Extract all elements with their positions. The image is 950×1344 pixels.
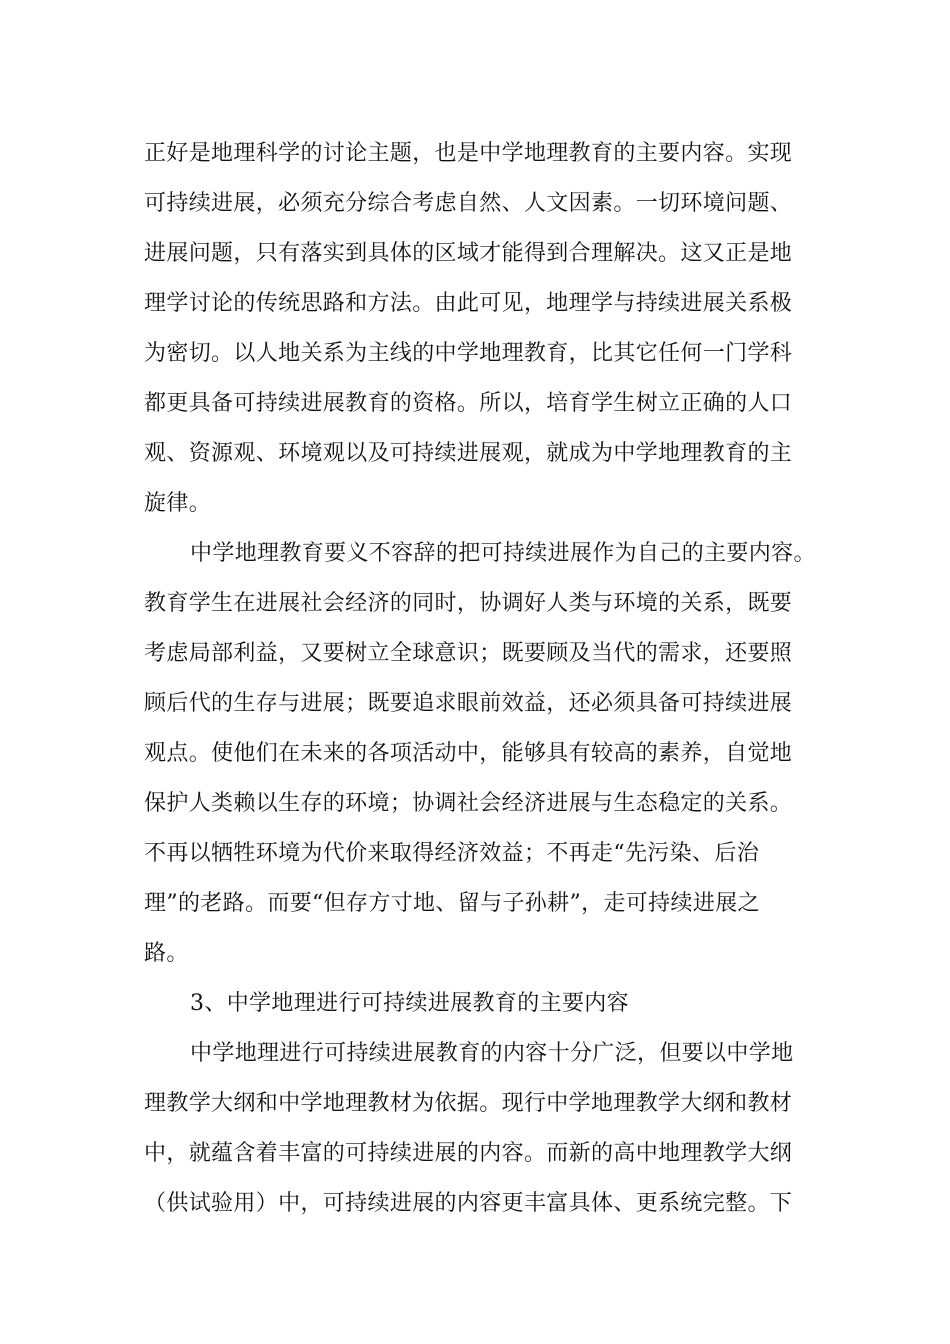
text-line: 正好是地理科学的讨论主题，也是中学地理教育的主要内容。实现 [144, 141, 793, 166]
text-line: 保护人类赖以生存的环境；协调社会经济进展与生态稳定的关系。 [144, 791, 793, 816]
text-line: 理”的老路。而要“但存方寸地、留与子孙耕”，走可持续进展之 [144, 891, 760, 916]
text-line: 教育学生在进展社会经济的同时，协调好人类与环境的关系，既要 [144, 591, 793, 616]
text-line: 都更具备可持续进展教育的资格。所以，培育学生树立正确的人口 [144, 391, 793, 416]
text-line: 考虑局部利益，又要树立全球意识；既要顾及当代的需求，还要照 [144, 641, 793, 666]
text-line: 路。 [144, 941, 189, 966]
text-line: 中，就蕴含着丰富的可持续进展的内容。而新的高中地理教学大纲 [144, 1141, 793, 1166]
text-line: 理教学大纲和中学地理教材为依据。现行中学地理教学大纲和教材 [144, 1091, 793, 1116]
text-line: 可持续进展，必须充分综合考虑自然、人文因素。一切环境问题、 [144, 191, 793, 216]
text-line: 为密切。以人地关系为主线的中学地理教育，比其它任何一门学科 [144, 341, 793, 366]
text-line: 旋律。 [144, 491, 212, 516]
paragraph-first-line: 中学地理教育要义不容辞的把可持续进展作为自己的主要内容。 [190, 541, 816, 566]
text-line: 观点。使他们在未来的各项活动中，能够具有较高的素养，自觉地 [144, 741, 793, 766]
section-heading: 3、中学地理进行可持续进展教育的主要内容 [190, 991, 629, 1016]
text-line: 进展问题，只有落实到具体的区域才能得到合理解决。这又正是地 [144, 241, 793, 266]
text-line: 观、资源观、环境观以及可持续进展观，就成为中学地理教育的主 [144, 441, 793, 466]
text-line: 不再以牺牲环境为代价来取得经济效益；不再走“先污染、后治 [144, 841, 760, 866]
text-line: 顾后代的生存与进展；既要追求眼前效益，还必须具备可持续进展 [144, 691, 793, 716]
paragraph-first-line: 中学地理进行可持续进展教育的内容十分广泛，但要以中学地 [190, 1041, 794, 1066]
text-line: 理学讨论的传统思路和方法。由此可见，地理学与持续进展关系极 [144, 291, 793, 316]
text-line: （供试验用）中，可持续进展的内容更丰富具体、更系统完整。下 [144, 1191, 793, 1216]
